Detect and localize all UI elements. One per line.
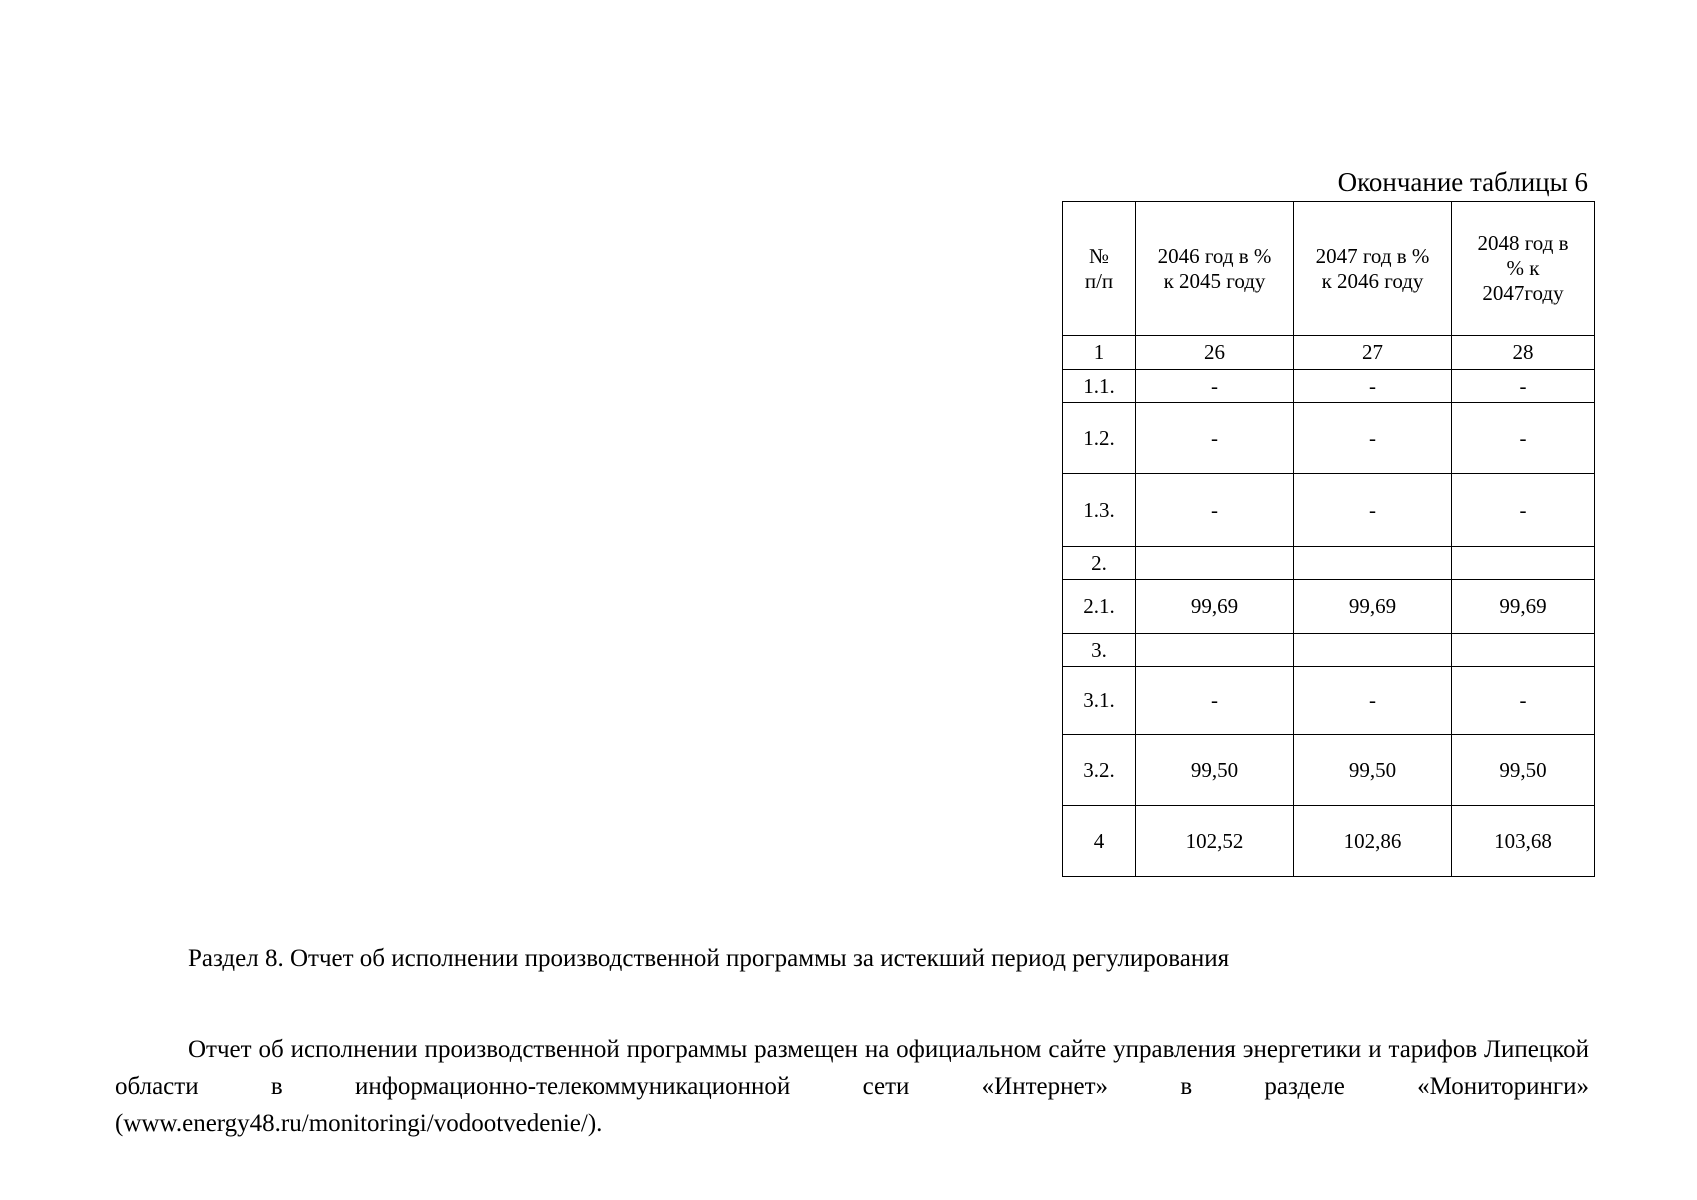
row-number-cell: 2. <box>1063 547 1136 580</box>
value-cell: 99,50 <box>1294 735 1452 806</box>
value-cell: 102,86 <box>1294 806 1452 877</box>
value-cell <box>1294 634 1452 667</box>
header-cell-number <box>1063 202 1136 336</box>
column-number-cell: 28 <box>1452 336 1595 370</box>
indicator-table <box>1062 201 1595 877</box>
table-row <box>1063 735 1595 806</box>
value-cell: - <box>1294 474 1452 547</box>
header-line: к 2046 году <box>1321 268 1424 293</box>
header-cell-2046 <box>1136 202 1294 336</box>
header-line: № <box>1088 243 1110 268</box>
value-cell: - <box>1294 403 1452 474</box>
section-paragraph: Отчет об исполнении производственной программы размещен на официальном сайте управления энергетики и тарифов Липецкой области в информационно-телекоммуникационной сети «Интернет» в разделе «Мониторинги» (www.energy48.ru/monitoringi/vodootvedenie/). <box>115 1036 1589 1137</box>
value-cell <box>1452 634 1595 667</box>
row-number-cell: 1.2. <box>1063 403 1136 474</box>
table-row <box>1063 403 1595 474</box>
value-cell: - <box>1452 667 1595 735</box>
value-cell: 99,50 <box>1452 735 1595 806</box>
value-cell: 99,69 <box>1452 580 1595 634</box>
value-cell: 102,52 <box>1136 806 1294 877</box>
header-line: 2048 год в <box>1477 231 1569 255</box>
value-cell: 99,50 <box>1136 735 1294 806</box>
row-number-cell: 2.1. <box>1063 580 1136 634</box>
value-cell: - <box>1452 370 1595 403</box>
value-cell <box>1136 634 1294 667</box>
value-cell: - <box>1452 403 1595 474</box>
table-row <box>1063 547 1595 580</box>
value-cell: - <box>1136 474 1294 547</box>
row-number-cell: 3.1. <box>1063 667 1136 735</box>
row-number-cell: 1.1. <box>1063 370 1136 403</box>
column-number-cell: 26 <box>1136 336 1294 370</box>
header-cell-2047 <box>1294 202 1452 336</box>
header-line: 2047 год в % <box>1315 243 1430 268</box>
header-line: к 2045 году <box>1163 268 1266 293</box>
row-number-cell: 3. <box>1063 634 1136 667</box>
table-row <box>1063 474 1595 547</box>
column-number-row <box>1063 336 1595 370</box>
row-number-cell: 4 <box>1063 806 1136 877</box>
table-row <box>1063 806 1595 877</box>
header-line: 2046 год в % <box>1157 243 1272 268</box>
value-cell: - <box>1294 667 1452 735</box>
value-cell: - <box>1136 403 1294 474</box>
table-caption: Окончание таблицы 6 <box>1337 167 1588 197</box>
value-cell: 103,68 <box>1452 806 1595 877</box>
value-cell: 99,69 <box>1136 580 1294 634</box>
value-cell <box>1294 547 1452 580</box>
table-row <box>1063 634 1595 667</box>
row-number-cell: 3.2. <box>1063 735 1136 806</box>
value-cell <box>1452 547 1595 580</box>
value-cell <box>1136 547 1294 580</box>
column-number-cell: 1 <box>1063 336 1136 370</box>
value-cell: - <box>1294 370 1452 403</box>
column-number-cell: 27 <box>1294 336 1452 370</box>
row-number-cell: 1.3. <box>1063 474 1136 547</box>
value-cell: - <box>1136 370 1294 403</box>
section-heading: Раздел 8. Отчет об исполнении производственной программы за истекший период регулирования <box>188 945 1230 972</box>
table-row <box>1063 667 1595 735</box>
table-row <box>1063 370 1595 403</box>
value-cell: - <box>1452 474 1595 547</box>
value-cell: 99,69 <box>1294 580 1452 634</box>
header-line: % к <box>1506 256 1540 280</box>
table-row <box>1063 580 1595 634</box>
table-header-row <box>1063 202 1595 336</box>
header-line: п/п <box>1084 268 1114 293</box>
header-cell-2048 <box>1452 202 1595 336</box>
value-cell: - <box>1136 667 1294 735</box>
header-line: 2047году <box>1482 281 1564 305</box>
